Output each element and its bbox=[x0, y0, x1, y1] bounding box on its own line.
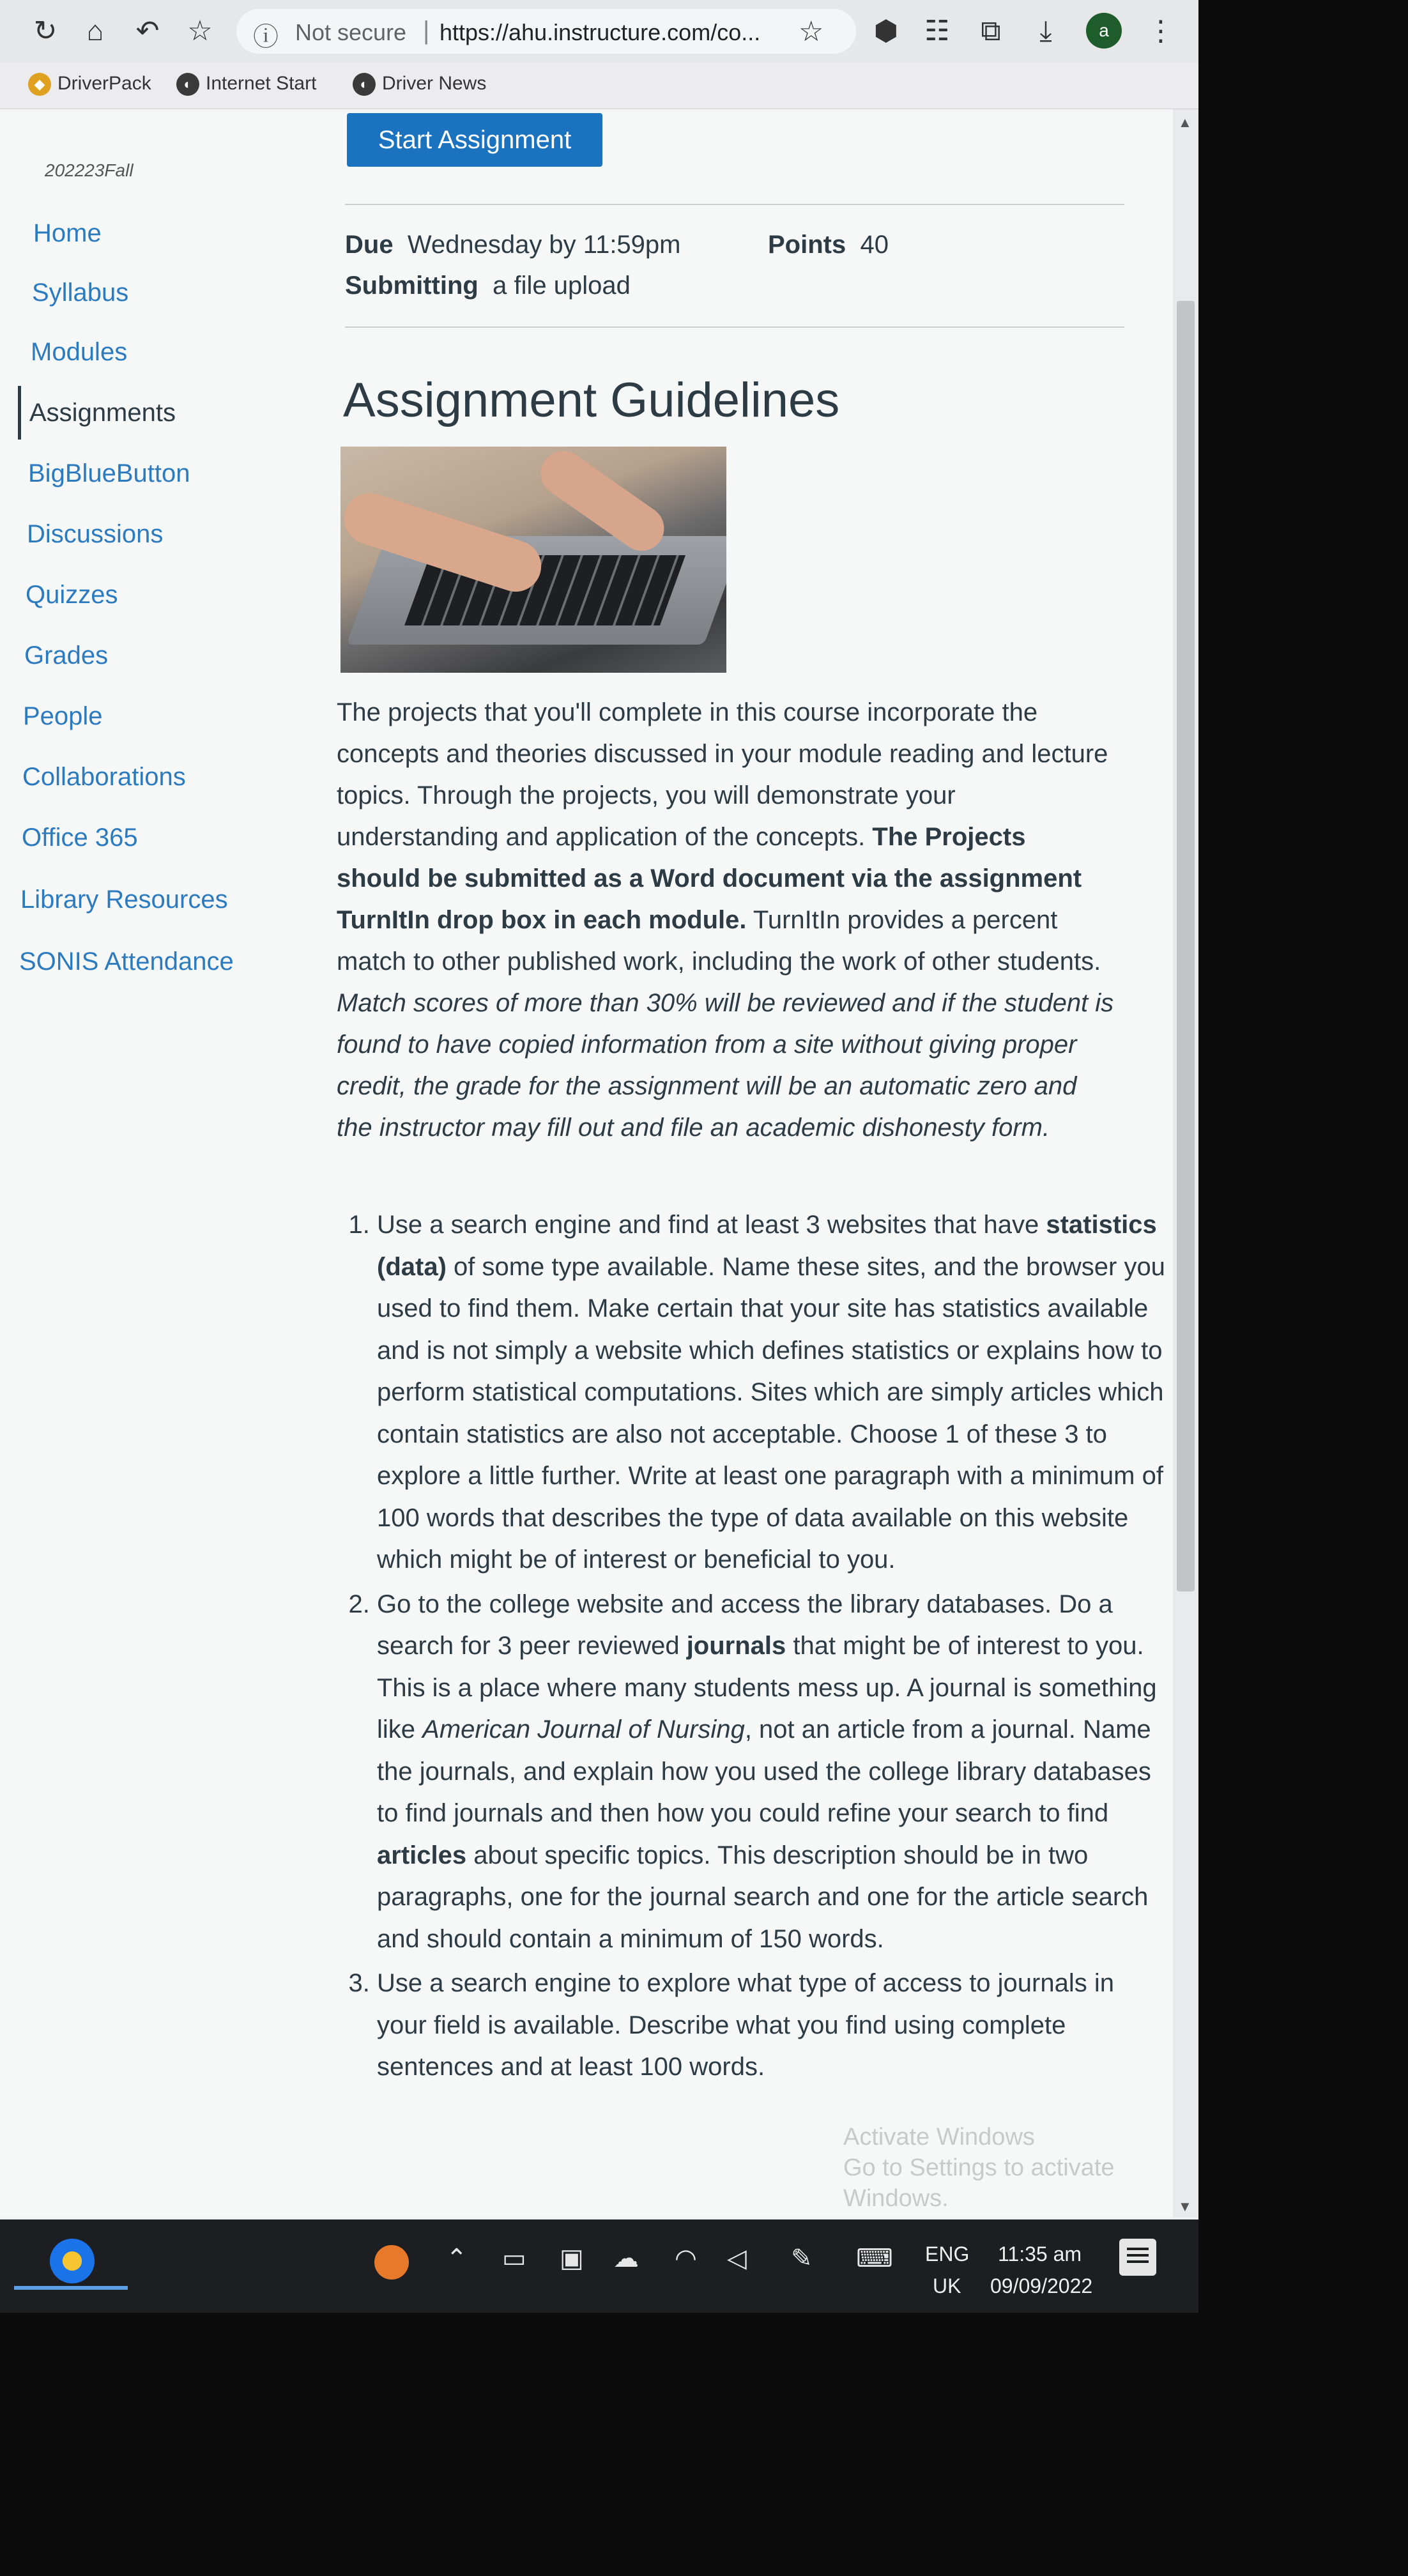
apps-grid-icon[interactable]: ☷ bbox=[924, 15, 950, 47]
due-value: Wednesday by 11:59pm bbox=[407, 231, 681, 259]
start-assignment-button[interactable]: Start Assignment bbox=[347, 113, 602, 167]
driverpack-icon: ◆ bbox=[28, 73, 51, 96]
nav-home[interactable]: Home bbox=[33, 219, 102, 247]
step-text: that might be of interest to you. This is a place where many students mess up. A journal is something like bbox=[377, 1632, 1157, 1744]
chrome-app-icon[interactable] bbox=[50, 2239, 95, 2283]
nav-grades[interactable]: Grades bbox=[24, 641, 109, 670]
language-indicator[interactable]: ENG bbox=[925, 2242, 970, 2266]
list-item bbox=[377, 1963, 1169, 2089]
intro-bold-text: The Projects should be submitted as a Word document via the assignment TurnItIn drop box in each module. bbox=[337, 823, 1082, 934]
step-text: , not an article from a journal. Name the journals, and explain how you used the college library databases to find journals and then how you could refine your search to find bbox=[377, 1715, 1151, 1827]
divider bbox=[345, 204, 1124, 205]
reload-icon[interactable]: ↻ bbox=[33, 15, 57, 47]
nav-quizzes[interactable]: Quizzes bbox=[26, 581, 118, 609]
extensions-icon[interactable]: ⬢ bbox=[873, 15, 899, 47]
points-value: 40 bbox=[860, 231, 889, 259]
laptop-typing-image bbox=[341, 447, 726, 673]
address-bar[interactable] bbox=[236, 9, 856, 54]
wifi-icon[interactable]: ◠ bbox=[675, 2244, 697, 2273]
meet-icon[interactable]: ▣ bbox=[560, 2244, 584, 2273]
step-text: Go to the college website and access the library databases. Do a search for 3 peer reviewed bbox=[377, 1590, 1113, 1660]
cloud-sync-icon[interactable]: ☁ bbox=[613, 2244, 639, 2273]
divider bbox=[345, 326, 1124, 328]
nav-modules[interactable]: Modules bbox=[31, 338, 128, 366]
points-field bbox=[768, 231, 889, 259]
nav-collaborations[interactable]: Collaborations bbox=[22, 763, 186, 791]
notification-icon[interactable] bbox=[1119, 2239, 1156, 2276]
submitting-label: Submitting bbox=[345, 272, 478, 300]
nav-assignments[interactable]: Assignments bbox=[29, 399, 176, 427]
region-indicator[interactable]: UK bbox=[933, 2274, 961, 2297]
profile-avatar[interactable]: a bbox=[1086, 13, 1122, 49]
pen-icon[interactable]: ✎ bbox=[791, 2244, 813, 2273]
info-icon[interactable]: ⓘ bbox=[253, 23, 279, 51]
security-label: Not secure bbox=[295, 19, 407, 45]
page-scrollbar[interactable] bbox=[1173, 109, 1198, 2218]
scroll-down-icon[interactable]: ▼ bbox=[1178, 2198, 1192, 2214]
submitting-value: a file upload bbox=[493, 272, 631, 300]
keyboard-icon[interactable]: ⌨ bbox=[856, 2244, 893, 2273]
url-text[interactable]: https://ahu.instructure.com/co... bbox=[440, 19, 761, 45]
step-text: about specific topics. This description should be in two paragraphs, one for the journal search and one for the article search and should contain a minimum of 150 words. bbox=[377, 1841, 1149, 1953]
collections-icon[interactable]: ⧉ bbox=[981, 15, 1001, 47]
step-text: of some type available. Name these sites, and the browser you used to find them. Make certain that your site has statistics available and is not simply a website which defines statistics or explains how to perform statistical computations. Sites which are simply articles which contain statistics are also not acceptable. Choose 1 of these 3 to explore a little further. Write at least one paragraph with a minimum of 100 words that describes the type of data available on this website which might be of interest or beneficial to you. bbox=[377, 1252, 1165, 1574]
globe-icon: ◐ bbox=[353, 73, 376, 96]
bookmark-label: Internet Start bbox=[206, 73, 317, 94]
bookmark-label: Driver News bbox=[382, 73, 487, 94]
step-text: Use a search engine to explore what type of access to journals in your field is available. Describe what you find using complete sentences and at least 100 words. bbox=[377, 1969, 1114, 2081]
scroll-thumb[interactable] bbox=[1177, 301, 1195, 1591]
due-label: Due bbox=[345, 231, 394, 259]
windows-taskbar bbox=[0, 2220, 1198, 2313]
intro-italic-text: Match scores of more than 30% will be reviewed and if the student is found to have copied information from a site without giving proper credit, the grade for the assignment will be an automatic zero and the instructor may fill out and file an academic dishonesty form. bbox=[337, 989, 1114, 1142]
course-code: 202223Fall bbox=[45, 160, 134, 180]
step-bold-text: journals bbox=[686, 1632, 786, 1660]
bookmark-star-icon[interactable]: ☆ bbox=[799, 16, 824, 47]
bookmark-internet-start[interactable] bbox=[176, 73, 316, 96]
watermark-line: Go to Settings to activate Windows. bbox=[843, 2154, 1115, 2212]
download-icon[interactable]: ⤓ bbox=[1039, 15, 1052, 47]
favorite-star-icon[interactable]: ☆ bbox=[187, 15, 213, 47]
page-content bbox=[0, 109, 1179, 2218]
nav-discussions[interactable]: Discussions bbox=[27, 520, 164, 548]
battery-icon[interactable]: ▭ bbox=[502, 2244, 526, 2273]
nav-people[interactable]: People bbox=[23, 702, 103, 730]
intro-paragraph bbox=[337, 692, 1116, 1149]
bookmark-driver-news[interactable] bbox=[353, 73, 486, 96]
nav-library-resources[interactable]: Library Resources bbox=[20, 885, 228, 914]
nav-active-indicator bbox=[18, 386, 21, 440]
intro-text: The projects that you'll complete in this course incorporate the concepts and theories discussed in your module reading and lecture topics. Through the projects, you will demonstrate your understanding and application of the concepts. bbox=[337, 698, 1108, 851]
points-label: Points bbox=[768, 231, 846, 259]
watermark-line: Activate Windows bbox=[843, 2124, 1035, 2150]
nav-office-365[interactable]: Office 365 bbox=[22, 824, 138, 852]
submitting-field bbox=[345, 272, 631, 300]
step-italic-text: American Journal of Nursing bbox=[422, 1715, 745, 1744]
step-text: Use a search engine and find at least 3 websites that have bbox=[377, 1211, 1046, 1239]
steps-list bbox=[332, 1204, 1169, 2091]
list-item bbox=[377, 1584, 1169, 1961]
step-bold-text: articles bbox=[377, 1841, 467, 1869]
nav-syllabus[interactable]: Syllabus bbox=[32, 279, 129, 307]
clock-time[interactable]: 11:35 am bbox=[998, 2242, 1082, 2266]
volume-icon[interactable]: ◁ bbox=[727, 2244, 747, 2273]
globe-icon: ◐ bbox=[176, 73, 199, 96]
bookmarks-bar bbox=[0, 63, 1198, 109]
menu-kebab-icon[interactable]: ⋮ bbox=[1147, 15, 1175, 47]
nav-sonis-attendance[interactable]: SONIS Attendance bbox=[19, 947, 234, 976]
list-item bbox=[377, 1204, 1169, 1581]
app-status-icon[interactable] bbox=[374, 2245, 409, 2280]
clock-date[interactable]: 09/09/2022 bbox=[990, 2274, 1093, 2297]
bookmark-driverpack[interactable] bbox=[28, 73, 151, 96]
due-field bbox=[345, 231, 681, 259]
active-app-indicator bbox=[14, 2286, 128, 2290]
step-bold-text: statistics (data) bbox=[377, 1211, 1157, 1281]
browser-toolbar bbox=[0, 0, 1198, 63]
home-icon[interactable]: ⌂ bbox=[86, 15, 104, 47]
nav-bigbluebutton[interactable]: BigBlueButton bbox=[28, 459, 190, 487]
intro-text: TurnItIn provides a percent match to other published work, including the work of other students. bbox=[337, 906, 1101, 976]
bookmark-label: DriverPack bbox=[57, 73, 151, 94]
activate-windows-watermark bbox=[843, 2122, 1179, 2214]
back-arrow-icon[interactable]: ↶ bbox=[135, 15, 160, 47]
address-separator: | bbox=[423, 17, 430, 45]
chevron-up-icon[interactable]: ⌃ bbox=[446, 2244, 468, 2273]
page-title: Assignment Guidelines bbox=[343, 373, 840, 427]
scroll-up-icon[interactable]: ▲ bbox=[1178, 114, 1192, 130]
